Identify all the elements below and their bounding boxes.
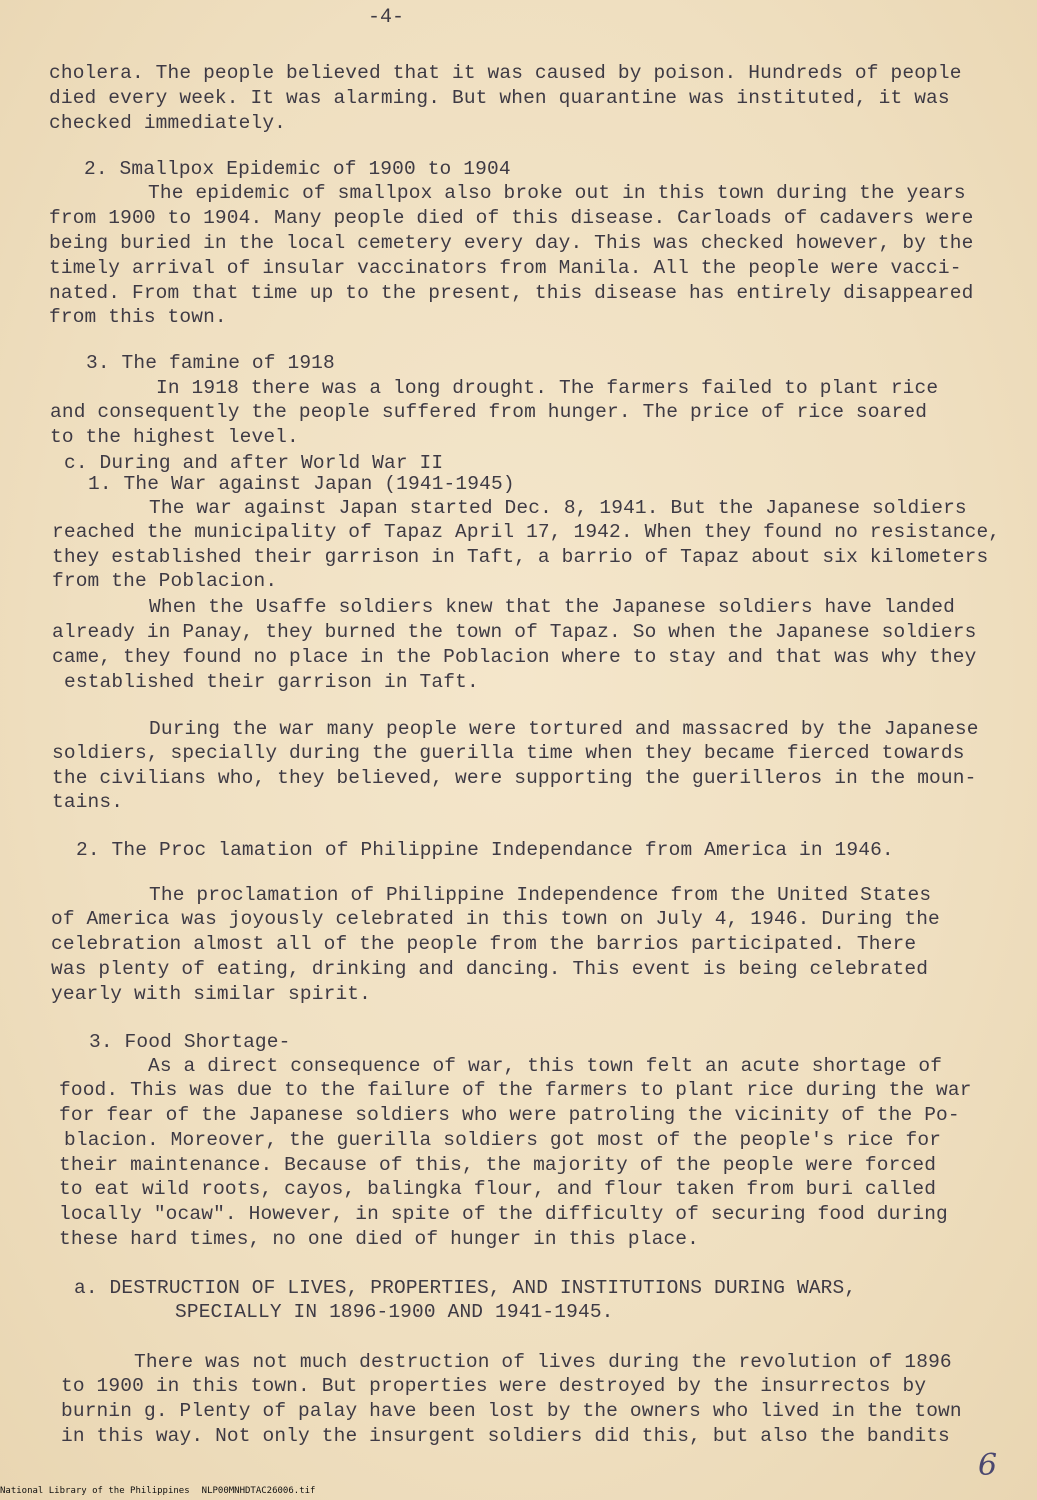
footer-library: National Library of the Philippines (0, 1486, 190, 1496)
text-line: celebration almost all of the people from the barrios participated. There (51, 933, 917, 955)
section-heading: 2. Smallpox Epidemic of 1900 to 1904 (84, 158, 511, 180)
page-number: -4- (368, 6, 405, 29)
section-heading: 2. The Proc lamation of Philippine Independance from America in 1946. (76, 839, 894, 861)
text-line: reached the municipality of Tapaz April 17, 1942. When they found no resistance, (52, 521, 1001, 543)
text-line: locally "ocaw". However, in spite of the difficulty of securing food during (59, 1203, 948, 1225)
text-line: in this way. Not only the insurgent soldiers did this, but also the bandits (61, 1425, 950, 1447)
text-line: and consequently the people suffered from hunger. The price of rice soared (50, 401, 928, 423)
scan-footer (0, 1486, 327, 1496)
text-line: from the Poblacion. (52, 570, 278, 592)
text-line: timely arrival of insular vaccinators from Manila. All the people were vacci- (49, 257, 962, 279)
text-line: already in Panay, they burned the town of Tapaz. So when the Japanese soldiers (52, 621, 977, 643)
text-line: There was not much destruction of lives during the revolution of 1896 (134, 1351, 952, 1373)
text-line: these hard times, no one died of hunger in this place. (59, 1228, 700, 1250)
section-heading: 1. The War against Japan (1941-1945) (88, 473, 515, 495)
text-line: to 1900 in this town. But properties were destroyed by the insurrectos by (61, 1375, 927, 1397)
text-line: died every week. It was alarming. But when quarantine was instituted, it was (49, 87, 950, 109)
text-line: In 1918 there was a long drought. The farmers failed to plant rice (156, 377, 939, 399)
section-heading: 3. The famine of 1918 (86, 352, 335, 374)
text-line: came, they found no place in the Poblacion where to stay and that was why they (52, 646, 977, 668)
text-line: of America was joyously celebrated in this town on July 4, 1946. During the (51, 908, 940, 930)
text-line: When the Usaffe soldiers knew that the Japanese soldiers have landed (149, 596, 955, 618)
text-line: soldiers, specially during the guerilla time when they became fierced towards (52, 742, 965, 764)
text-line: The epidemic of smallpox also broke out in this town during the years (148, 182, 966, 204)
section-heading: c. During and after World War II (64, 452, 444, 474)
footer-file-id: NLP00MNHDTAC26006.tif (201, 1486, 316, 1496)
text-line: checked immediately. (49, 112, 287, 134)
section-heading: a. DESTRUCTION OF LIVES, PROPERTIES, AND INSTITUTIONS DURING WARS, (74, 1277, 857, 1299)
text-line: During the war many people were tortured and massacred by the Japanese (149, 718, 979, 740)
text-line: being buried in the local cemetery every day. This was checked however, by the (49, 232, 974, 254)
handwritten-page-mark: 6 (978, 1448, 998, 1483)
text-line: cholera. The people believed that it was caused by poison. Hundreds of people (49, 62, 962, 84)
section-heading: SPECIALLY IN 1896-1900 AND 1941-1945. (175, 1301, 614, 1323)
section-heading: 3. Food Shortage- (89, 1031, 291, 1053)
text-line: they established their garrison in Taft, a barrio of Tapaz about six kilometers (52, 546, 989, 568)
text-line: was plenty of eating, drinking and dancing. This event is being celebrated (51, 958, 929, 980)
text-line: blacion. Moreover, the guerilla soldiers got most of the people's rice for (64, 1129, 942, 1151)
text-line: to eat wild roots, cayos, balingka flour, and flour taken from buri called (59, 1178, 937, 1200)
text-line: nated. From that time up to the present, this disease has entirely disappeared (49, 282, 974, 304)
text-line: their maintenance. Because of this, the majority of the people were forced (59, 1154, 937, 1176)
text-line: The proclamation of Philippine Independence from the United States (149, 884, 932, 906)
text-line: tains. (52, 791, 124, 813)
text-line: from 1900 to 1904. Many people died of this disease. Carloads of cadavers were (49, 207, 974, 229)
text-line: the civilians who, they believed, were supporting the guerilleros in the moun- (52, 767, 977, 789)
text-line: established their garrison in Taft. (64, 671, 479, 693)
text-line: to the highest level. (50, 426, 299, 448)
text-line: As a direct consequence of war, this town felt an acute shortage of (148, 1055, 943, 1077)
text-line: food. This was due to the failure of the farmers to plant rice during the war (59, 1079, 972, 1101)
text-line: for fear of the Japanese soldiers who were patroling the vicinity of the Po- (59, 1104, 960, 1126)
text-line: burnin g. Plenty of palay have been lost by the owners who lived in the town (61, 1400, 962, 1422)
text-line: yearly with similar spirit. (51, 983, 372, 1005)
text-line: The war against Japan started Dec. 8, 1941. But the Japanese soldiers (149, 497, 967, 519)
text-line: from this town. (49, 306, 227, 328)
